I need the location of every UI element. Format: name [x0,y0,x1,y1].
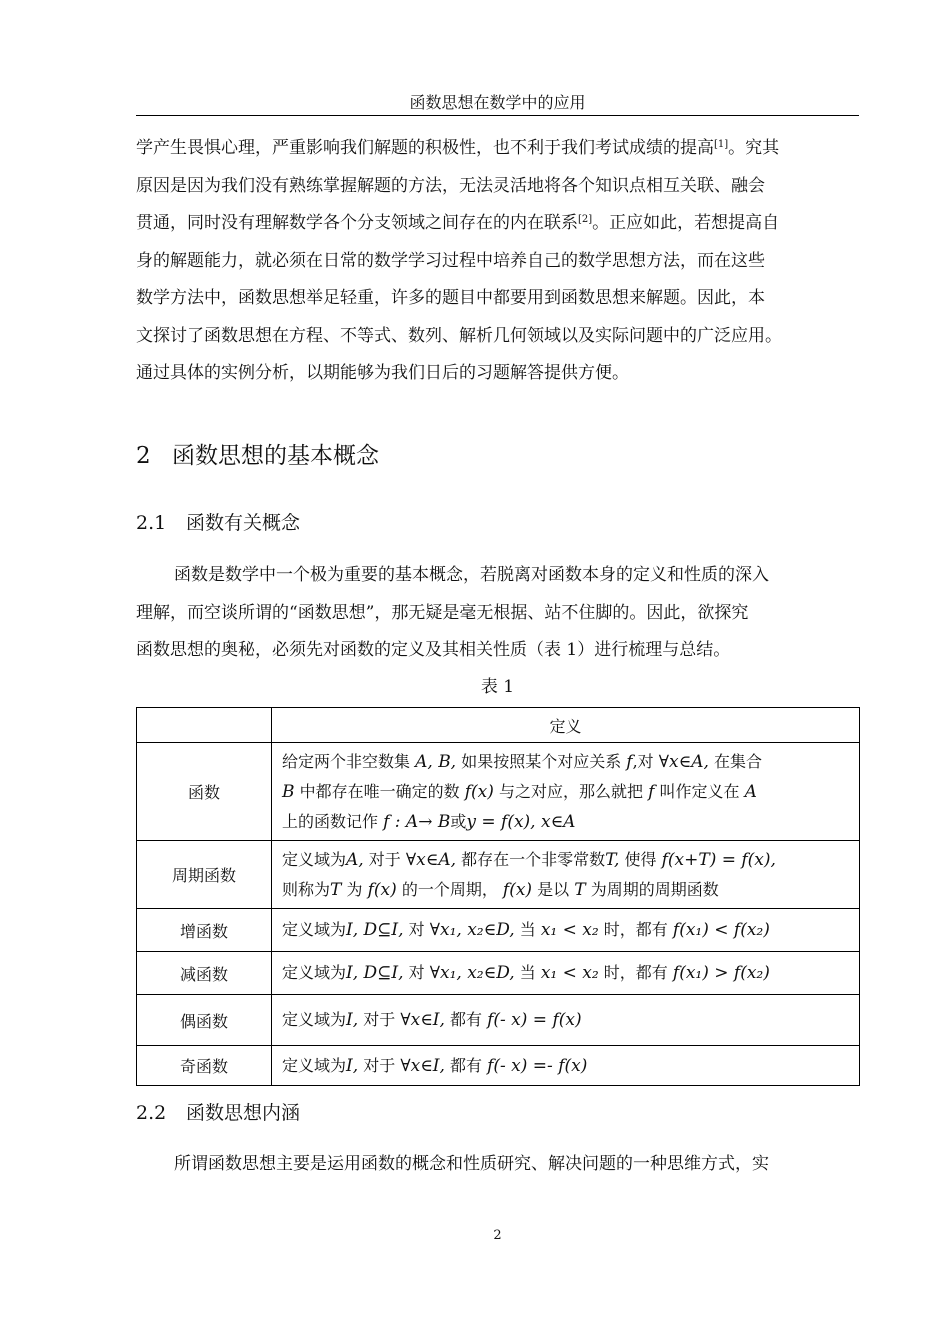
subsection-heading-2-2 [136,1099,300,1127]
table-row-decreasing-function [137,952,860,995]
text-line: 通过具体的实例分析，以期能够为我们日后的习题解答提供方便。 [136,363,629,383]
subsection-title: 函数有关概念 [186,512,301,534]
table-row-function [137,743,860,841]
section-title: 函数思想的基本概念 [172,443,379,469]
subsection-number: 2.2 [136,1102,167,1124]
text-line: 贯通，同时没有理解数学各个分支领域之间存在的内在联系[2]。正应如此，若想提高自 [136,213,780,233]
text-line: 函数思想的奥秘，必须先对函数的定义及其相关性质（表 1）进行梳理与总结。 [136,640,731,660]
subsection-title: 函数思想内涵 [186,1102,301,1124]
row-definition: 定义域为I, D⊆I, 对 ∀x₁, x₂∈D, 当 x₁ < x₂ 时，都有 f(x₁) < f(x₂) [272,909,860,952]
table-row-odd-function [137,1046,860,1086]
section-number: 2 [136,443,151,469]
running-header: 函数思想在数学中的应用 [409,93,586,112]
text-line: 数学方法中，函数思想举足轻重，许多的题目中都要用到函数思想来解题。因此，本 [136,288,765,308]
section-heading-2 [136,440,379,472]
row-name: 偶函数 [137,995,272,1046]
row-name: 周期函数 [137,841,272,909]
intro-paragraph [136,130,876,393]
row-definition: 定义域为I, 对于 ∀x∈I, 都有 f(- x) =- f(x) [272,1046,860,1086]
subsection-number: 2.1 [136,512,167,534]
row-definition: 定义域为I, D⊆I, 对 ∀x₁, x₂∈D, 当 x₁ < x₂ 时，都有 f(x₁) > f(x₂) [272,952,860,995]
header-rule [136,115,859,116]
subsection-heading-2-1 [136,509,300,537]
table-row-periodic-function [137,841,860,909]
row-definition: 定义域为I, 对于 ∀x∈I, 都有 f(- x) = f(x) [272,995,860,1046]
header-empty-cell [137,708,272,743]
row-definition: 定义域为A, 对于 ∀x∈A, 都存在一个非零常数T, 使得 f(x+T) = f(x), 则称为T 为 f(x) 的一个周期， f(x) 是以 T 为周期的周期函数 [272,841,860,909]
header-definition-cell: 定义 [272,708,860,743]
text-line: 学产生畏惧心理，严重影响我们解题的积极性，也不利于我们考试成绩的提高[1]。究其 [136,138,780,158]
text-line: 函数是数学中一个极为重要的基本概念，若脱离对函数本身的定义和性质的深入 [174,565,769,585]
row-name: 奇函数 [137,1046,272,1086]
table-caption: 表 1 [480,677,515,697]
row-name: 增函数 [137,909,272,952]
text-line: 文探讨了函数思想在方程、不等式、数列、解析几何领域以及实际问题中的广泛应用。 [136,325,782,346]
citation-2[interactable]: [2] [578,214,593,225]
text-line: 身的解题能力，就必须在日常的数学学习过程中培养自己的数学思想方法，而在这些 [136,250,765,271]
text-line: 所谓函数思想主要是运用函数的概念和性质研究、解决问题的一种思维方式，实 [174,1154,769,1174]
connotation-paragraph [136,1146,876,1184]
row-name: 函数 [137,743,272,841]
row-definition: 给定两个非空数集 A, B, 如果按照某个对应关系 f,对 ∀x∈A, 在集合 B 中都存在唯一确定的数 f(x) 与之对应，那么就把 f 叫作定义在 A 上的函数记作 f : A→ B或y = f(x), x∈A [272,743,860,841]
definition-table [136,707,860,1086]
table-row-increasing-function [137,909,860,952]
table-row-even-function [137,995,860,1046]
row-name: 减函数 [137,952,272,995]
table-header-row [137,708,860,743]
text-line: 原因是因为我们没有熟练掌握解题的方法，无法灵活地将各个知识点相互关联、融会 [136,175,765,196]
concept-paragraph [136,557,876,670]
text-line: 理解，而空谈所谓的“函数思想”，那无疑是毫无根据、站不住脚的。因此，欲探究 [136,602,749,623]
page-number: 2 [493,1228,502,1243]
citation-1[interactable]: [1] [714,139,729,150]
